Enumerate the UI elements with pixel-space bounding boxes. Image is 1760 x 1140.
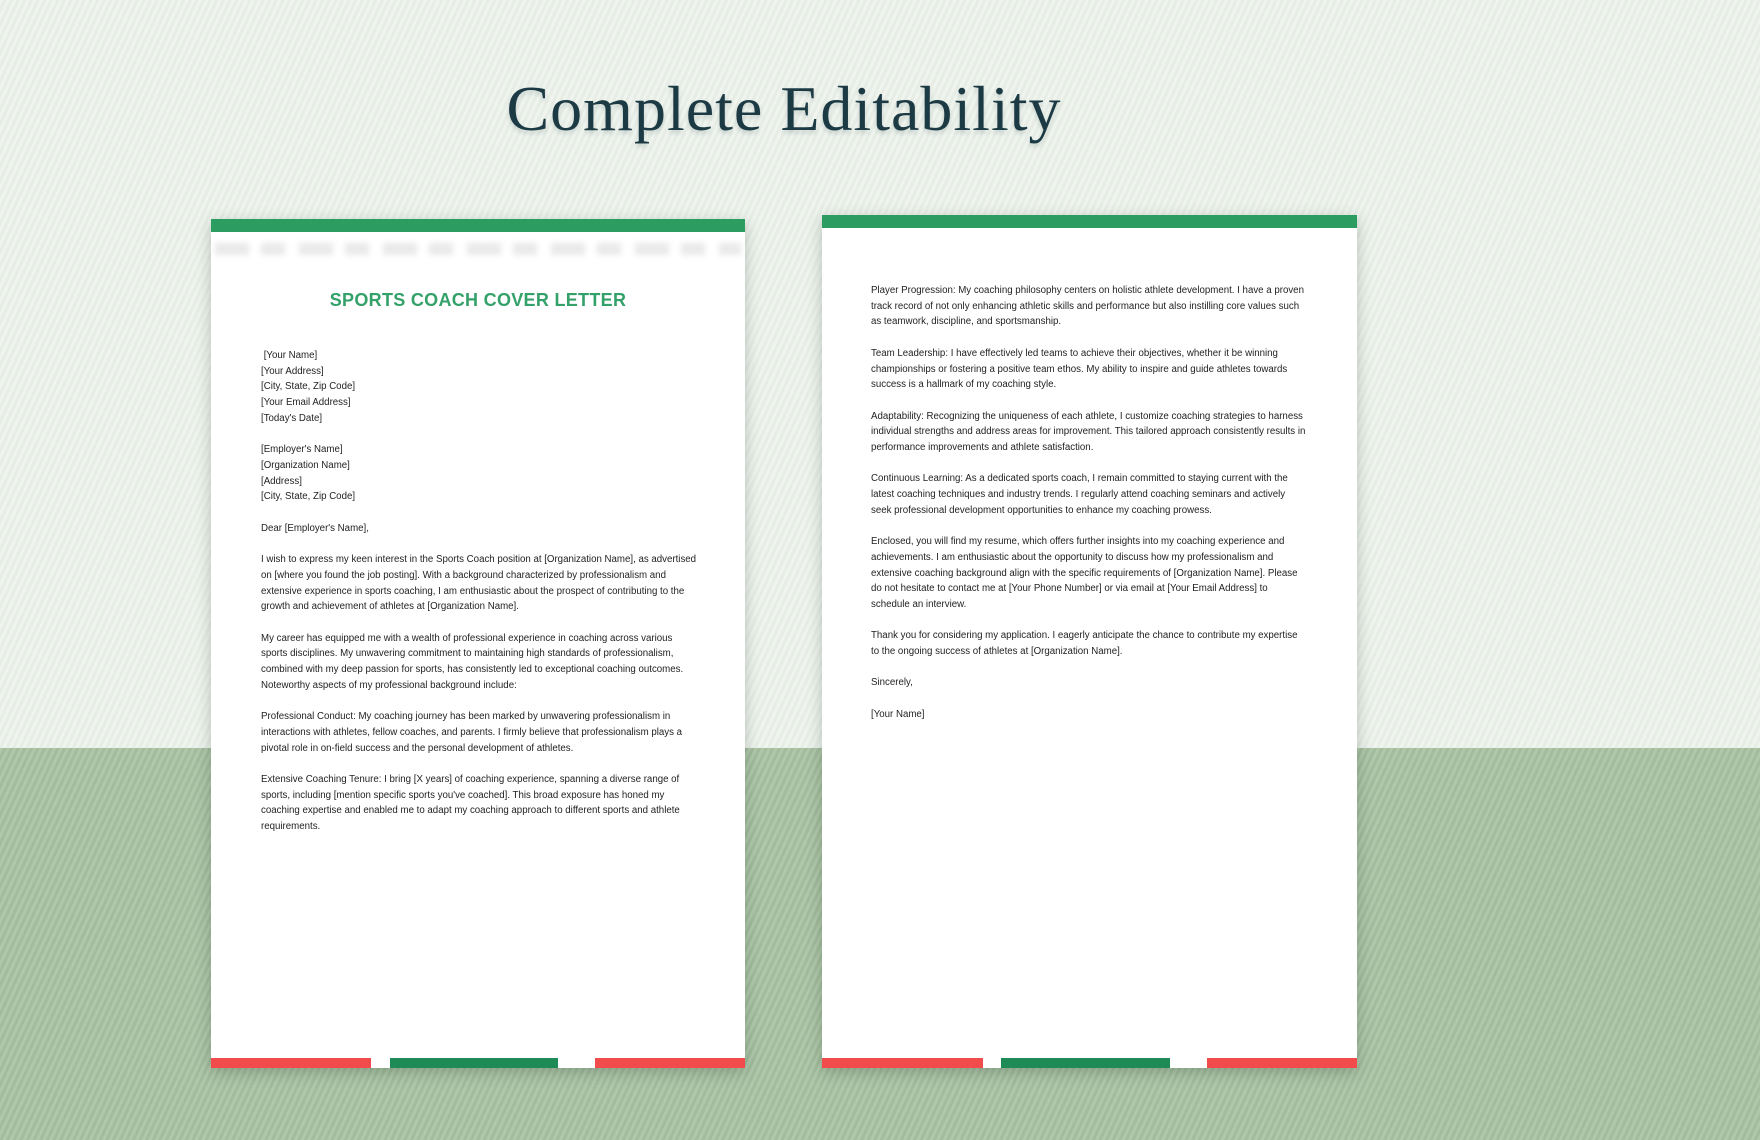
blurred-text-watermark: [215, 243, 741, 255]
letter-paragraph: My career has equipped me with a wealth of professional experience in coaching across various sports disciplines. My unwavering commitment to maintaining high standards of professionalism, combined with my deep passion for sports, has consistently led to exceptional coaching outcomes. Noteworthy aspects of my professional background include:: [261, 632, 684, 691]
document-preview-group: [211, 215, 1357, 1072]
letter-body-continued: [871, 283, 1308, 723]
blank-line: [261, 505, 697, 521]
letter-paragraph: I wish to express my keen interest in the Sports Coach position at [Organization Name], as advertised on [where you found the job posting]. With a background characterized by professionalism and extensive experience in sports coaching, I am enthusiastic about the prospect of contributing to the growth and achievement of athletes at [Organization Name].: [261, 554, 697, 613]
letter-paragraph: Team Leadership: I have effectively led teams to achieve their objectives, whether it be winning championships or fostering a positive team ethos. My ability to inspire and guide athletes towards success is a hallmark of my coaching style.: [871, 347, 1288, 391]
sender-address-block: [261, 348, 697, 427]
bottom-accent-stripes: [211, 1058, 745, 1068]
salutation: Dear [Employer's Name],: [261, 522, 369, 534]
bottom-accent-stripes: [822, 1058, 1357, 1068]
letter-body: [261, 348, 697, 850]
stripe-green-middle: [390, 1058, 558, 1068]
sender-address-line: [Your Address]: [261, 365, 324, 377]
blank-line: [261, 536, 697, 552]
cover-letter-page-2: [822, 215, 1357, 1068]
stripe-green-middle: [1001, 1058, 1170, 1068]
letter-paragraph: Extensive Coaching Tenure: I bring [X years] of coaching experience, spanning a diverse range of sports, including [mention specific sports you've coached]. This broad exposure has honed my coaching expertise and enabled me to adapt my coaching approach to different sports and athlete requirements.: [261, 773, 680, 832]
letter-paragraph: Thank you for considering my application. I eagerly anticipate the chance to contribute my expertise to the ongoing success of athletes at [Organization Name].: [871, 630, 1298, 658]
sender-address-line: [Your Name]: [261, 350, 318, 361]
sender-address-line: [Today's Date]: [261, 412, 323, 424]
page-title: Complete Editability: [506, 73, 1062, 144]
recipient-address-line: [Employer's Name]: [261, 444, 343, 456]
letter-paragraphs: [261, 552, 697, 835]
stripe-red-right: [1207, 1058, 1357, 1068]
cover-letter-page-1: [211, 219, 745, 1068]
top-accent-bar: [822, 215, 1357, 228]
letter-paragraph: Player Progression: My coaching philosophy centers on holistic athlete development. I have a proven track record of not only enhancing athletic skills and performance but also instilling core values such as teamwork, discipline, and sportsmanship.: [871, 285, 1304, 328]
stripe-red-left: [822, 1058, 983, 1068]
top-accent-bar: [211, 219, 745, 232]
recipient-address-line: [Address]: [261, 475, 302, 487]
recipient-address-block: [261, 442, 697, 505]
letter-paragraph: Professional Conduct: My coaching journey has been marked by unwavering professionalism in interactions with athletes, fellow coaches, and parents. I firmly believe that professionalism plays a pivotal role in on-field success and the personal development of athletes.: [261, 711, 683, 754]
recipient-address-line: [Organization Name]: [261, 459, 350, 471]
blank-line: [261, 427, 697, 443]
sender-address-line: [Your Email Address]: [261, 397, 351, 409]
stripe-red-left: [211, 1058, 371, 1068]
stripe-red-right: [595, 1058, 745, 1068]
letter-paragraph: Enclosed, you will find my resume, which offers further insights into my coaching experience and achievements. I am enthusiastic about the opportunity to discuss how my professionalism and extensive coaching background align with the specific requirements of [Organization Name]. Please do not hesitate to contact me at [Your Phone Number] or via email at [Your Email Address] to schedule an interview.: [871, 536, 1298, 610]
letter-paragraph: Adaptability: Recognizing the uniqueness of each athlete, I customize coaching strategies to harness individual strengths and address areas for improvement. This tailored approach consistently results in performance improvements and athlete satisfaction.: [871, 410, 1306, 453]
letter-heading: SPORTS COACH COVER LETTER: [329, 290, 627, 310]
closing: Sincerely,: [871, 677, 913, 689]
signature: [Your Name]: [871, 708, 925, 720]
recipient-address-line: [City, State, Zip Code]: [261, 491, 356, 503]
sender-address-line: [City, State, Zip Code]: [261, 381, 356, 393]
letter-paragraph: Continuous Learning: As a dedicated sports coach, I remain committed to staying current with the latest coaching techniques and industry trends. I regularly attend coaching seminars and actively seek professional development opportunities to enhance my coaching prowess.: [871, 473, 1288, 516]
letter-paragraphs: [871, 283, 1308, 660]
blank-line: [871, 691, 1308, 707]
